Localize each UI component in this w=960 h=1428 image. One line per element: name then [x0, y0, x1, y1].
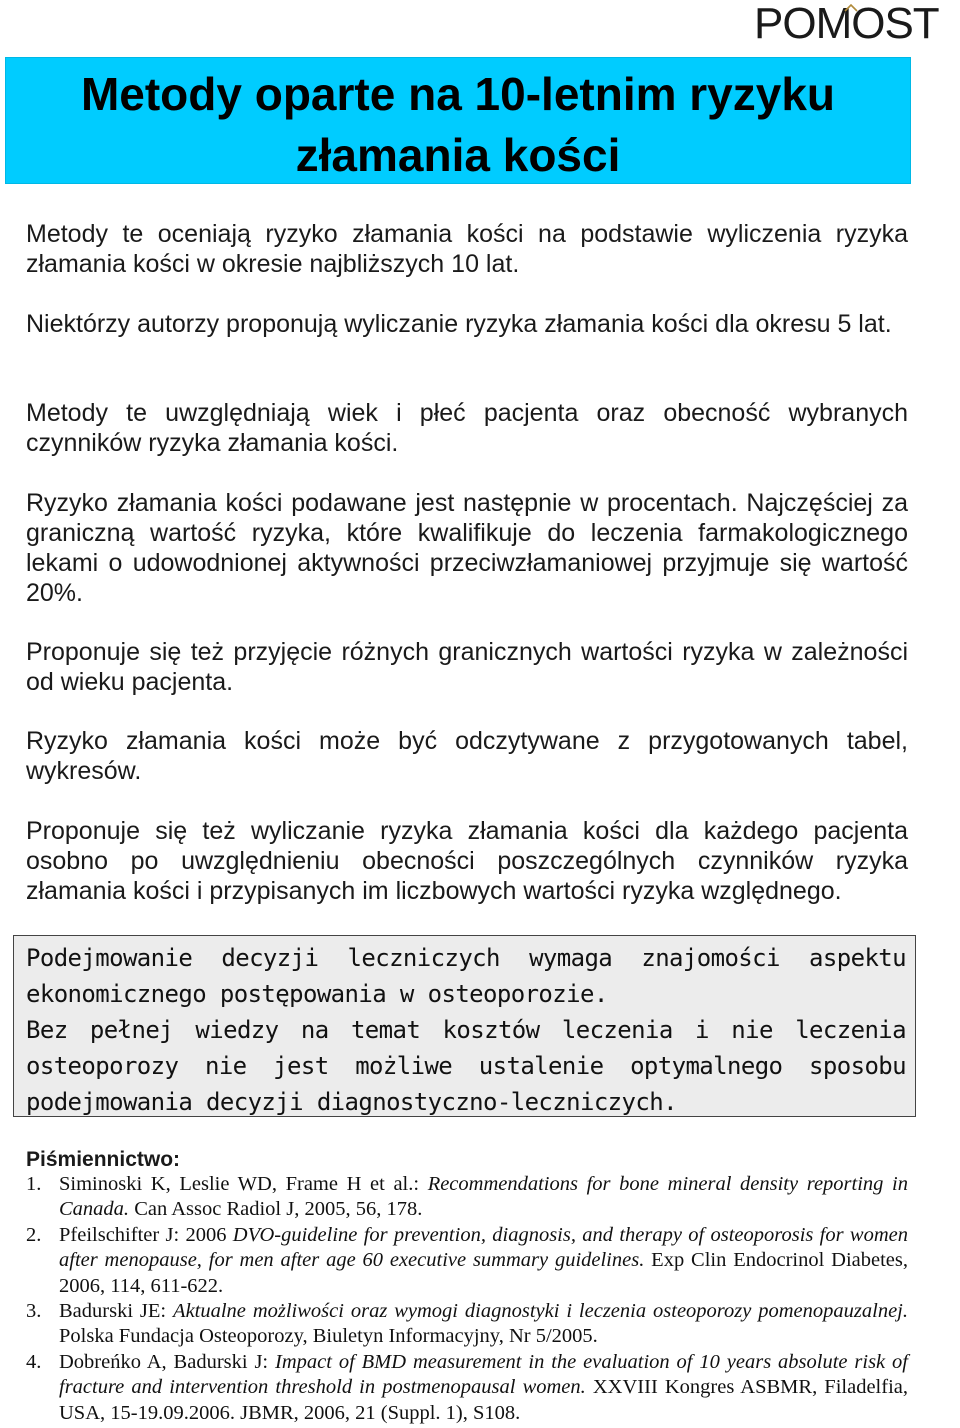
reference-item [26, 1223, 908, 1299]
paragraph-5: Proponuje się też przyjęcie różnych granicznych wartości ryzyka w zależności od wieku pacjenta. [26, 638, 908, 696]
reference-source: Can Assoc Radiol J, 2005, 56, 178. [129, 1198, 423, 1221]
reference-item [26, 1172, 908, 1223]
paragraph-3: Metody te uwzględniają wiek i płeć pacjenta oraz obecność wybranych czynników ryzyka złamania kości. [26, 399, 908, 457]
reference-number: 4. [26, 1350, 42, 1373]
logo-text: POMOST [754, 0, 939, 48]
reference-authors: Badurski JE: [59, 1300, 174, 1323]
reference-number: 2. [26, 1223, 42, 1246]
pomost-logo [754, 0, 960, 48]
highlight-line-1: Podejmowanie decyzji leczniczych wymaga znajomości aspektu ekonomicznego postępowania w osteoporozie. [26, 944, 906, 1008]
paragraph-2: Niektórzy autorzy proponują wyliczanie ryzyka złamania kości dla okresu 5 lat. [26, 310, 892, 338]
reference-title: Aktualne możliwości oraz wymogi diagnostyki i leczenia osteoporozy pomenopauzalnej. [173, 1300, 908, 1323]
reference-source: Exp Clin Endocrinol Diabetes, 2006, 114, 611-622. [59, 1249, 908, 1297]
reference-item [26, 1350, 908, 1426]
title-line-1: Metody oparte na 10-letnim ryzyku [80, 68, 836, 120]
paragraph-1: Metody te oceniają ryzyko złamania kości na podstawie wyliczenia ryzyka złamania kości w okresie najbliższych 10 lat. [26, 220, 908, 278]
title-banner [6, 58, 910, 183]
page-title [6, 58, 910, 186]
reference-number: 1. [26, 1173, 42, 1195]
reference-authors: Pfeilschifter J: 2006 [59, 1223, 233, 1246]
reference-title: Impact of BMD measurement in the evaluation of 10 years absolute risk of fracture and intervention threshold in postmenopausal women. [59, 1350, 908, 1399]
references-heading: Piśmiennictwo: [26, 1148, 181, 1171]
references-list [26, 1172, 908, 1426]
reference-item [26, 1299, 908, 1350]
reference-source: Polska Fundacja Osteoporozy, Biuletyn Informacyjny, Nr 5/2005. [59, 1325, 598, 1348]
reference-title: Recommendations for bone mineral density reporting in Canada. [59, 1173, 908, 1221]
paragraph-4: Ryzyko złamania kości podawane jest następnie w procentach. Najczęściej za graniczną wartość ryzyka, które kwalifikuje do leczenia farmakologicznego lekami o udowodnionej aktywności przeciwzłamaniowej przyjmuje się wartość 20%. [26, 489, 908, 607]
highlight-line-2: Bez pełnej wiedzy na temat kosztów leczenia i nie leczenia osteoporozy nie jest możliwe ustalenie optymalnego sposobu podejmowania decyzji diagnostyczno-leczniczych. [26, 1016, 906, 1116]
paragraph-7: Proponuje się też wyliczanie ryzyka złamania kości dla każdego pacjenta osobno po uwzględnieniu obecności poszczególnych czynników ryzyka złamania kości i przypisanych im liczbowych wartości ryzyka względnego. [26, 817, 908, 905]
reference-title: DVO-guideline for prevention, diagnosis, and therapy of osteoporosis for women after menopause, for men after age 60 executive summary guidelines. [59, 1223, 908, 1272]
reference-authors: Siminoski K, Leslie WD, Frame H et al.: [59, 1173, 428, 1195]
logo-emblem-icon [844, 4, 858, 12]
highlight-box [13, 935, 916, 1117]
paragraph-6: Ryzyko złamania kości może być odczytywane z przygotowanych tabel, wykresów. [26, 727, 908, 785]
title-line-2: złamania kości [295, 129, 621, 181]
reference-number: 3. [26, 1300, 42, 1323]
reference-source: XXVIII Kongres ASBMR, Filadelfia, USA, 15-19.09.2006. JBMR, 2006, 21 (Suppl. 1), S108. [59, 1376, 908, 1424]
reference-authors: Dobreńko A, Badurski J: [59, 1350, 276, 1373]
